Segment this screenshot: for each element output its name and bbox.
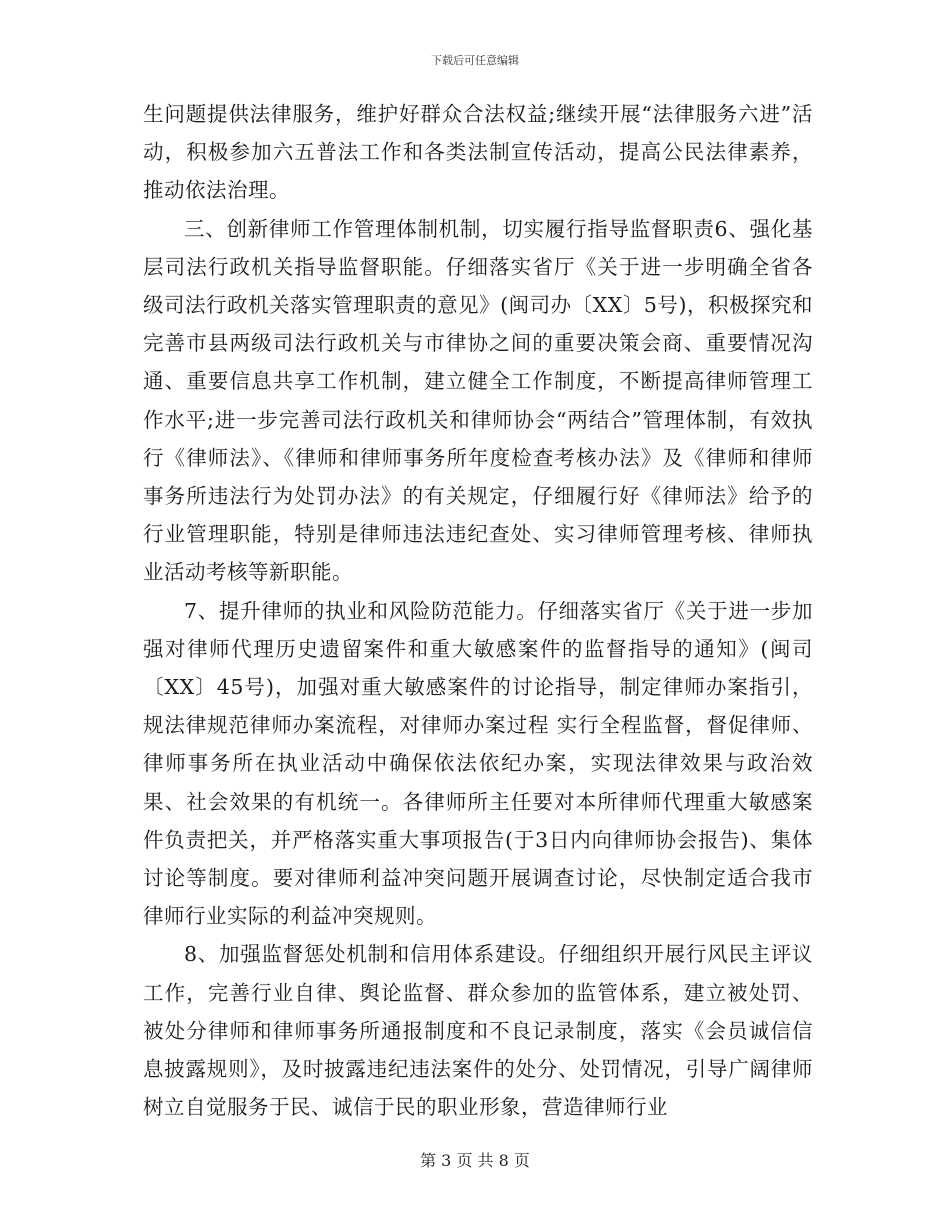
paragraph-item-eight: 8、加强监督惩处机制和信用体系建设。仔细组织开展行风民主评议工作，完善行业自律、舆论监督、群众参加的监管体系，建立被处罚、被处分律师和律师事务所通报制度和不良记录制度，落实《会员诚信信息披露规则》，及时披露违纪违法案件的处分、处罚情况，引导广阔律师树立自觉服务于民、诚信于民的职业形象，营造律师行业 bbox=[143, 942, 813, 1120]
paragraph-section-three: 三、创新律师工作管理体制机制，切实履行指导监督职责6、强化基层司法行政机关指导监督职能。仔细落实省厅《关于进一步明确全省各级司法行政机关落实管理职责的意见》(闽司办〔XX〕5号)，积极探究和完善市县两级司法行政机关与市律协之间的重要决策会商、重要情况沟通、重要信息共享工作机制，建立健全工作制度，不断提高律师管理工作水平;进一步完善司法行政机关和律师协会“两结合”管理体制，有效执行《律师法》、《律师和律师事务所年度检查考核办法》及《律师和律师事务所违法行为处罚办法》的有关规定，仔细履行好《律师法》给予的行业管理职能，特别是律师违法违纪查处、实习律师管理考核、律师执业活动考核等新职能。 bbox=[143, 216, 813, 585]
paragraph-item-seven: 7、提升律师的执业和风险防范能力。仔细落实省厅《关于进一步加强对律师代理历史遗留案件和重大敏感案件的监督指导的通知》(闽司〔XX〕45号)，加强对重大敏感案件的讨论指导，制定律师办案指引，规法律规范律师办案流程，对律师办案过程 实行全程监督，督促律师、律师事务所在执业活动中确保依法依纪办案，实现法律效果与政治效果、社会效果的有机统一。各律师所主任要对本所律师代理重大敏感案件负责把关，并严格落实重大事项报告(于3日内向律师协会报告)、集体讨论等制度。要对律师利益冲突问题开展调查讨论，尽快制定适合我市律师行业实际的利益冲突规则。 bbox=[143, 598, 813, 929]
document-body bbox=[143, 95, 813, 1126]
page-number-footer: 第 3 页 共 8 页 bbox=[420, 1151, 530, 1170]
page-header: 下载后可任意编辑 bbox=[431, 54, 519, 67]
paragraph-continuation: 生问题提供法律服务，维护好群众合法权益;继续开展“法律服务六进”活动，积极参加六五普法工作和各类法制宣传活动，提高公民法律素养，推动依法治理。 bbox=[143, 102, 813, 203]
